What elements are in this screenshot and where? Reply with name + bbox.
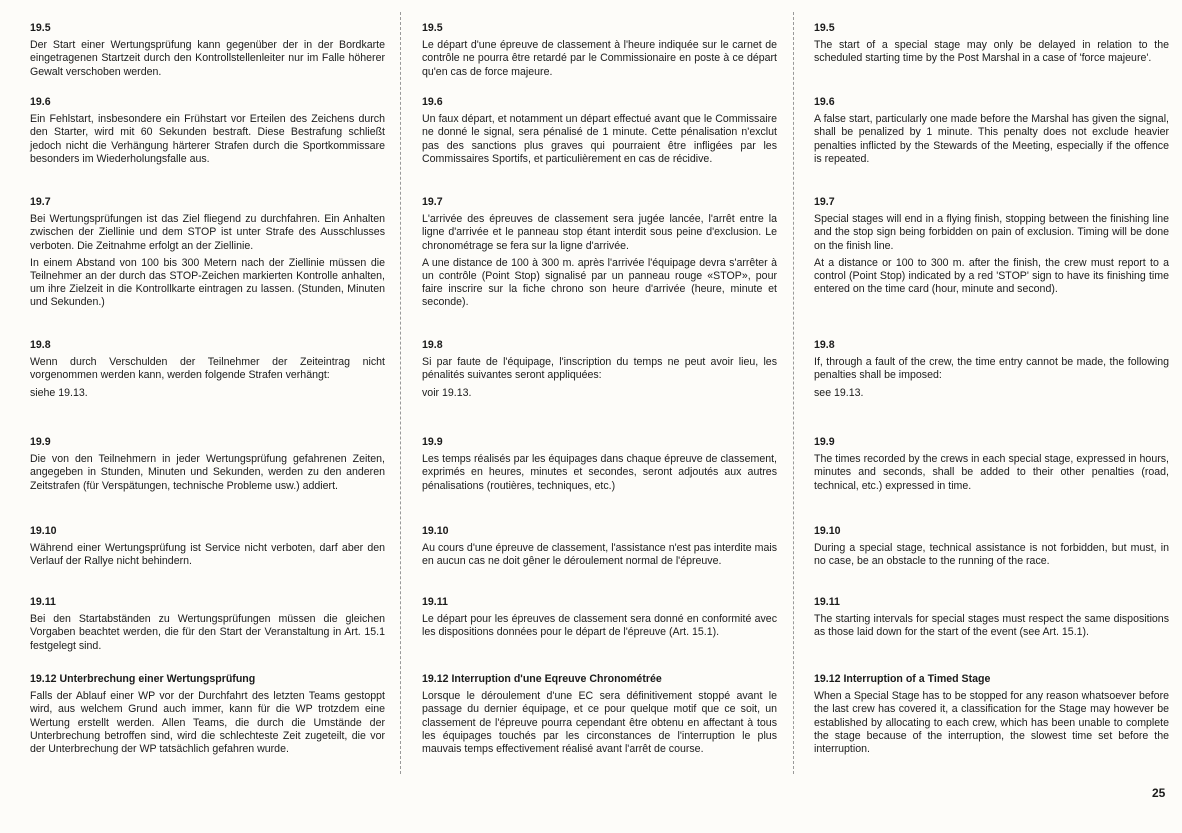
section-19-5-en <box>814 22 1169 66</box>
section-text: Falls der Ablauf einer WP vor der Durchfahrt des letzten Teams gestoppt wird, aus welchem Grund auch immer, kann für die WP trotzdem eine Wertung erstellt werden. Allen Teams, die durch die Umstände der Unterbrechung betroffen sind, wird die schlechteste Zeit zugeteilt, die vor der Unterbrechung der WP tatsächlich gefahren wurde. <box>30 690 385 756</box>
section-number: 19.6 <box>30 96 51 108</box>
section-text: The starting intervals for special stages must respect the same dispositions as those laid down for the start of the event (see Art. 15.1). <box>814 613 1169 639</box>
section-number: 19.7 <box>30 196 51 208</box>
section-19-10-de <box>30 525 385 569</box>
section-19-11-fr <box>422 596 777 640</box>
section-19-6-fr <box>422 96 777 166</box>
section-text: Si par faute de l'équipage, l'inscription du temps ne peut avoir lieu, les pénalités suivantes seront appliquées: <box>422 356 777 382</box>
section-19-6-de <box>30 96 385 166</box>
section-number: 19.11 <box>30 596 56 608</box>
section-19-8-de <box>30 339 385 400</box>
column-divider-left <box>400 12 402 774</box>
section-19-5-de <box>30 22 385 79</box>
section-19-10-fr <box>422 525 777 569</box>
section-text: When a Special Stage has to be stopped for any reason whatsoever before the last crew has covered it, a classification for the Stage may however be established by allocating to each crew, which has been unable to complete the stage because of the interruption, the slowest time set before the interruption. <box>814 690 1169 756</box>
section-number: 19.9 <box>422 436 443 448</box>
section-text: Les temps réalisés par les équipages dans chaque épreuve de classement, exprimés en heures, minutes et secondes, seront adjoutés aux autres pénalisations (routières, techniques, etc.) <box>422 453 777 492</box>
section-text: see 19.13. <box>814 386 864 399</box>
section-19-9-en <box>814 436 1169 493</box>
section-number: 19.8 <box>422 339 443 351</box>
section-text: A une distance de 100 à 300 m. après l'arrivée l'équipage devra s'arrêter à un contrôle (Point Stop) signalisé par un panneau rouge «STOP», pour faire inscrire sur la fiche chrono son heure d'arrivée (heure, minute et seconde). <box>422 256 777 309</box>
section-text: During a special stage, technical assistance is not forbidden, but must, in no case, be an obstacle to the running of the race. <box>814 542 1169 568</box>
section-number: 19.6 <box>422 96 443 108</box>
section-number: 19.11 <box>422 596 448 608</box>
section-text: Wenn durch Verschulden der Teilnehmer der Zeiteintrag nicht vorgenommen werden kann, werden folgende Strafen verhängt: <box>30 356 385 382</box>
section-text: In einem Abstand von 100 bis 300 Metern nach der Ziellinie müssen die Teilnehmer an der durch das STOP-Zeichen markierten Kontrolle anhalten, um ihre Zielzeit in die Kontrollkarte eintragen zu lassen. (Stunden, Minuten und Sekunden.) <box>30 256 385 309</box>
section-number: 19.7 <box>814 196 835 208</box>
section-19-12-fr <box>422 673 777 756</box>
section-number: 19.10 <box>30 525 57 537</box>
section-text: L'arrivée des épreuves de classement sera jugée lancée, l'arrêt entre la ligne d'arrivée et le panneau stop étant interdit sous peine d'exclusion. Le chronométrage se fera sur la ligne d'arrivée. <box>422 213 777 252</box>
section-19-5-fr <box>422 22 777 79</box>
section-19-8-en <box>814 339 1169 400</box>
english-column <box>814 0 1169 785</box>
section-number: 19.9 <box>30 436 51 448</box>
section-19-6-en <box>814 96 1169 166</box>
section-text: Bei Wertungsprüfungen ist das Ziel fliegend zu durchfahren. Ein Anhalten zwischen der Ziellinie und dem STOP ist unter Strafe des Ausschlusses verboten. Die Zeitnahme erfolgt an der Ziellinie. <box>30 213 385 252</box>
section-text: Special stages will end in a flying finish, stopping between the finishing line and the stop sign being forbidden on pain of exclusion. Timing will be done on the finish line. <box>814 213 1169 252</box>
section-19-7-fr <box>422 196 777 310</box>
section-text: The start of a special stage may only be delayed in relation to the scheduled starting time by the Post Marshal in a case of 'force majeure'. <box>814 39 1169 65</box>
page-number: 25 <box>1152 786 1166 800</box>
section-text: Un faux départ, et notamment un départ effectué avant que le Commissaire ne donné le signal, sera pénalisé de 1 minute. Cette pénalisation n'exclut pas des sanctions plus graves qui pourraient être infligées par les Commissaires Sportifs, et particulièrement en cas de récidive. <box>422 113 777 165</box>
section-text: Lorsque le déroulement d'une EC sera définitivement stoppé avant le passage du dernier équipage, et ce pour quelque motif que ce soit, un classement de l'épreuve pourra cependant être obtenu en affectant à tous les équipages touchés par les circonstances de l'interruption le plus mauvais temps effectivement réalisé avant l'arrêt de course. <box>422 690 777 756</box>
section-text: siehe 19.13. <box>30 386 88 399</box>
section-text: Während einer Wertungsprüfung ist Service nicht verboten, darf aber den Verlauf der Rallye nicht behindern. <box>30 542 385 568</box>
section-number: 19.12 Interruption d'une Eqreuve Chronométrée <box>422 673 662 685</box>
section-text: Der Start einer Wertungsprüfung kann gegenüber der in der Bordkarte eingetragenen Startzeit durch den Kontrollstellenleiter nur im Falle höherer Gewalt verschoben werden. <box>30 39 385 78</box>
section-number: 19.12 Unterbrechung einer Wertungsprüfung <box>30 673 256 685</box>
section-text: voir 19.13. <box>422 386 472 399</box>
section-19-7-de <box>30 196 385 310</box>
section-text: At a distance or 100 to 300 m. after the finish, the crew must report to a control (Point Stop) indicated by a red 'STOP' sign to have its finishing time entered on the time card (hour, minute and second). <box>814 256 1169 296</box>
section-number: 19.6 <box>814 96 835 108</box>
section-text: Bei den Startabständen zu Wertungsprüfungen müssen die gleichen Vorgaben beachtet werden, die für den Start der Veranstaltung in Art. 15.1 festgelegt sind. <box>30 613 385 652</box>
french-column <box>422 0 777 785</box>
section-19-7-en <box>814 196 1169 296</box>
section-number: 19.9 <box>814 436 835 448</box>
section-number: 19.12 Interruption of a Timed Stage <box>814 673 991 685</box>
section-text: Au cours d'une épreuve de classement, l'assistance n'est pas interdite mais en aucun cas ne doit gêner le déroulement normal de l'épreuve. <box>422 542 777 568</box>
section-19-9-de <box>30 436 385 493</box>
section-text: Le départ d'une épreuve de classement à l'heure indiquée sur le carnet de contrôle ne pourra être retardé par le Commissionaire en poste à ce départ qu'en cas de force majeure. <box>422 39 777 78</box>
section-19-9-fr <box>422 436 777 493</box>
section-text: A false start, particularly one made before the Marshal has given the signal, shall be penalized by 1 minute. This penalty does not exclude heavier penalties inflicted by the Stewards of the Meeting, especially if the offence is repeated. <box>814 113 1169 165</box>
section-number: 19.8 <box>814 339 835 351</box>
section-19-11-de <box>30 596 385 653</box>
section-number: 19.5 <box>814 22 835 34</box>
section-number: 19.5 <box>30 22 51 34</box>
section-text: Die von den Teilnehmern in jeder Wertungsprüfung gefahrenen Zeiten, angegeben in Stunden, Minuten und Sekunden, werden zu den anderen Zeitstrafen (für Verspätungen, technische Probleme usw.) addiert. <box>30 453 385 492</box>
section-text: If, through a fault of the crew, the time entry cannot be made, the following penalties shall be imposed: <box>814 356 1169 382</box>
section-text: Le départ pour les épreuves de classement sera donné en conformité avec les dispositions données pour le départ de l'épreuve (Art. 15.1). <box>422 613 777 639</box>
column-divider-right <box>793 12 795 774</box>
section-text: The times recorded by the crews in each special stage, expressed in hours, minutes and seconds, shall be added to their other penalties (road, technical, etc.) expressed in time. <box>814 453 1169 492</box>
section-number: 19.5 <box>422 22 443 34</box>
section-number: 19.10 <box>422 525 449 537</box>
section-19-10-en <box>814 525 1169 569</box>
section-number: 19.7 <box>422 196 443 208</box>
section-19-12-de <box>30 673 385 756</box>
section-number: 19.11 <box>814 596 840 608</box>
german-column <box>30 0 385 785</box>
section-text: Ein Fehlstart, insbesondere ein Frühstart vor Erteilen des Zeichens durch den Starter, wird mit 60 Sekunden bestraft. Diese Bestrafung schließt jedoch nicht die Verhängung härterer Strafen durch die Sportkommissare besonders im Wiederholungsfalle aus. <box>30 113 385 165</box>
section-19-11-en <box>814 596 1169 640</box>
section-number: 19.8 <box>30 339 51 351</box>
section-number: 19.10 <box>814 525 841 537</box>
section-19-12-en <box>814 673 1169 756</box>
section-19-8-fr <box>422 339 777 400</box>
